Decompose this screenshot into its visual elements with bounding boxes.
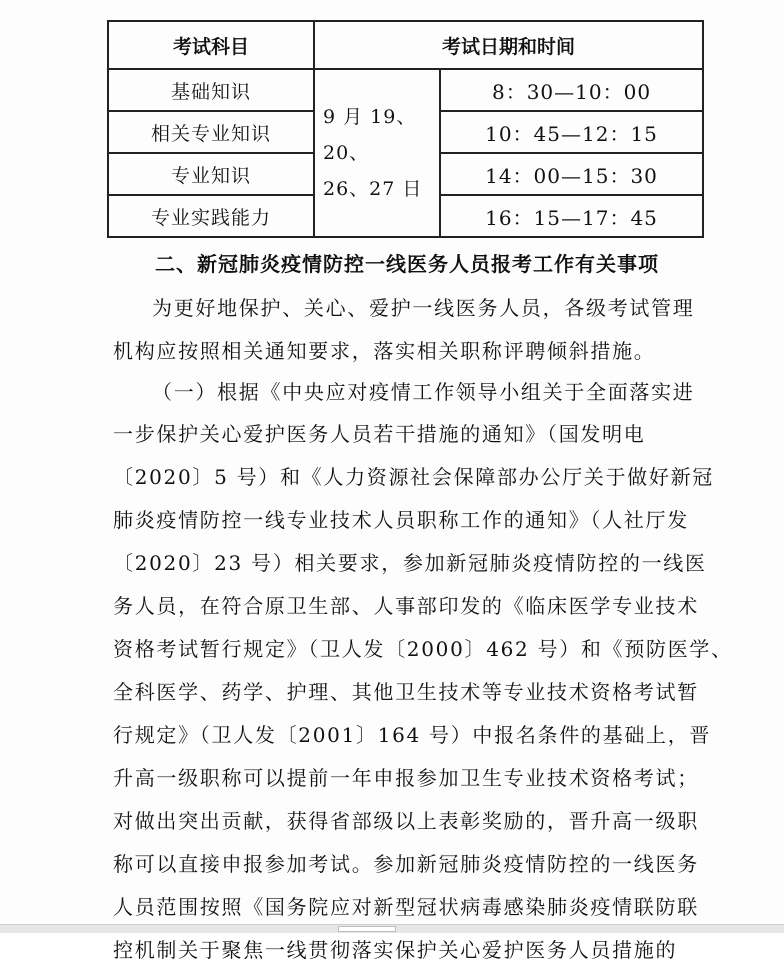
paragraph-line: 控机制关于聚焦一线贯彻落实保护关心爱护医务人员措施的 (113, 938, 678, 962)
time-cell: 10：45—12：15 (440, 111, 703, 153)
subject-cell: 专业知识 (108, 153, 314, 195)
header-date-time: 考试日期和时间 (314, 21, 703, 69)
paragraph-line: 〔2020〕5 号）和《人力资源社会保障部办公厅关于做好新冠 (113, 465, 714, 489)
horizontal-scrollbar[interactable] (0, 924, 784, 933)
paragraph-line: 资格考试暂行规定》（卫人发〔2000〕462 号）和《预防医学、 (113, 637, 733, 661)
time-cell: 16：15—17：45 (440, 195, 703, 237)
paragraph-line: 机构应按照相关通知要求，落实相关职称评聘倾斜措施。 (113, 339, 656, 363)
scrollbar-thumb[interactable] (338, 926, 396, 932)
paragraph-line: 全科医学、药学、护理、其他卫生技术等专业技术资格考试暂 (113, 680, 699, 704)
time-cell: 14：00—15：30 (440, 153, 703, 195)
exam-dates-line1: 9 月 19、20、 (323, 106, 417, 164)
paragraph-line: 人员范围按照《国务院应对新型冠状病毒感染肺炎疫情联防联 (113, 895, 699, 919)
paragraph-line: 对做出突出贡献，获得省部级以上表彰奖励的，晋升高一级职 (113, 809, 699, 833)
paragraph-line: 务人员，在符合原卫生部、人事部印发的《临床医学专业技术 (113, 594, 699, 618)
table-row (108, 69, 703, 111)
exam-dates-cell (314, 69, 440, 237)
subject-cell: 专业实践能力 (108, 195, 314, 237)
paragraph-line: 一步保护关心爱护医务人员若干措施的通知》（国发明电 (113, 422, 646, 446)
table-header-row (108, 21, 703, 69)
exam-schedule-table (107, 20, 704, 238)
subject-cell: 基础知识 (108, 69, 314, 111)
paragraph-line: 行规定》（卫人发〔2001〕164 号）中报名条件的基础上，晋 (113, 723, 712, 747)
paragraph-line: 肺炎疫情防控一线专业技术人员职称工作的通知》（人社厅发 (113, 508, 689, 532)
time-cell: 8：30—10：00 (440, 69, 703, 111)
subject-cell: 相关专业知识 (108, 111, 314, 153)
section-heading: 二、新冠肺炎疫情防控一线医务人员报考工作有关事项 (155, 252, 659, 276)
paragraph-line: 称可以直接申报参加考试。参加新冠肺炎疫情防控的一线医务 (113, 852, 699, 876)
paragraph-line: 〔2020〕23 号）相关要求，参加新冠肺炎疫情防控的一线医 (113, 551, 707, 575)
paragraph-line: （一）根据《中央应对疫情工作领导小组关于全面落实进 (152, 380, 695, 404)
header-subject: 考试科目 (108, 21, 314, 69)
paragraph-line: 为更好地保护、关心、爱护一线医务人员，各级考试管理 (152, 296, 695, 320)
paragraph-line: 升高一级职称可以提前一年申报参加卫生专业技术资格考试； (113, 766, 699, 790)
exam-dates-line2: 26、27 日 (323, 178, 423, 200)
